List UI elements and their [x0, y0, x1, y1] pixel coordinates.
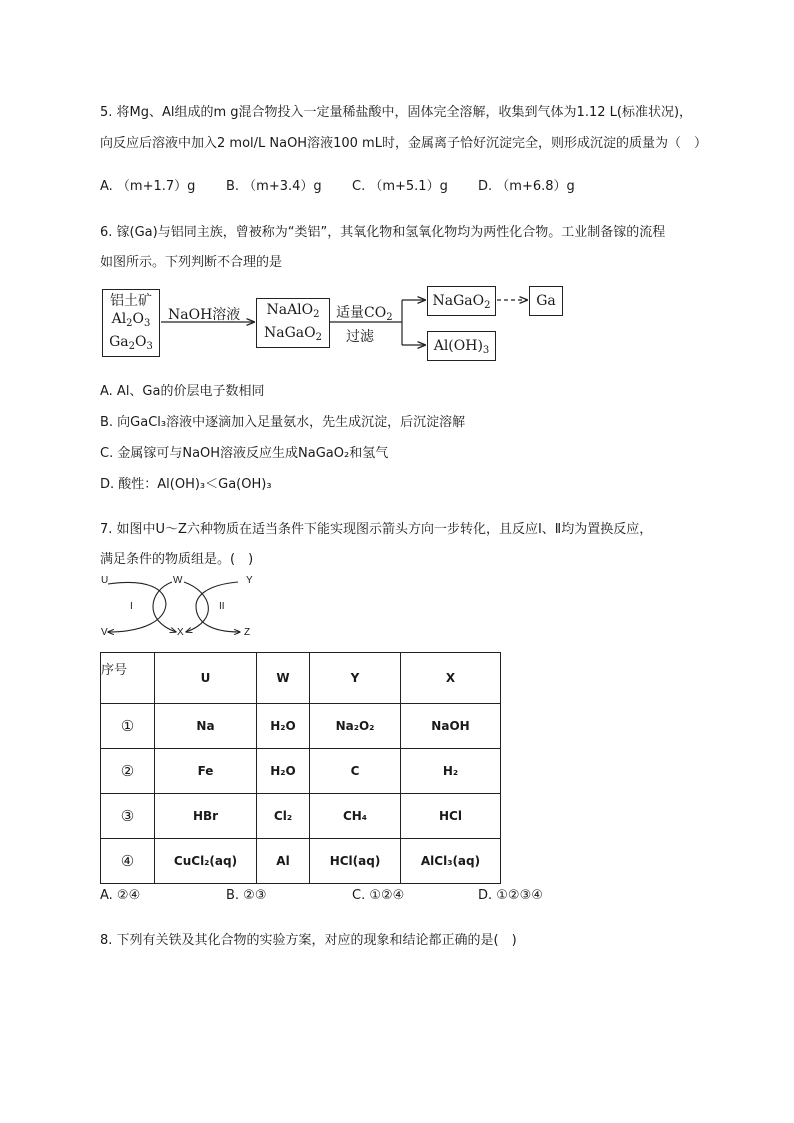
- cell-w: Al: [257, 839, 310, 884]
- cell-y: Na₂O₂: [310, 704, 401, 749]
- cell-y: C: [310, 749, 401, 794]
- product-nagao2-box: NaGaO$_2$: [427, 286, 496, 316]
- substance-table: [100, 652, 501, 884]
- cell-u: Fe: [155, 749, 257, 794]
- table-row: [101, 794, 501, 839]
- product-aloh3-box: $Al(OH)_3$: [427, 331, 496, 361]
- q5-option-a: A. （m+1.7）g: [100, 179, 196, 194]
- cell-x: AlCl₃(aq): [401, 839, 501, 884]
- cell-w: H₂O: [257, 704, 310, 749]
- cell-x: NaOH: [401, 704, 501, 749]
- cycle-label-z: Z: [244, 627, 251, 638]
- step2-operation: 过滤: [346, 329, 374, 345]
- ore-component-al2o3: $Al_2O_3$: [111, 311, 151, 329]
- cycle-label-u: U: [101, 575, 109, 586]
- row-index: ①: [101, 704, 155, 749]
- header-u: U: [155, 653, 257, 704]
- q6-option-b: B. 向GaCl₃溶液中逐滴加入足量氨水，先生成沉淀，后沉淀溶解: [100, 415, 466, 430]
- table-row: [101, 839, 501, 884]
- cell-u: CuCl₂(aq): [155, 839, 257, 884]
- intermediate-naalo2: NaAlO$_2$: [266, 302, 320, 320]
- q7-option-b: B. ②③: [226, 888, 267, 903]
- cell-u: Na: [155, 704, 257, 749]
- row-index: ④: [101, 839, 155, 884]
- q6-stem-line1: 6. 镓(Ga)与铝同主族，曾被称为“类铝”，其氧化物和氢氧化物均为两性化合物。工业制备镓的流程: [100, 225, 666, 240]
- row-index: ②: [101, 749, 155, 794]
- q5-option-c: C. （m+5.1）g: [352, 179, 448, 194]
- q7-option-a: A. ②④: [100, 888, 141, 903]
- q7-option-d: D. ①②③④: [478, 888, 543, 903]
- cycle-label-y: Y: [246, 575, 253, 586]
- intermediate-nagao2: NaGaO$_2$: [264, 325, 322, 343]
- q7-stem-line2: 满足条件的物质组是。( ): [100, 552, 254, 567]
- table-row: [101, 704, 501, 749]
- q5-stem-line1: 5. 将Mg、Al组成的m g混合物投入一定量稀盐酸中，固体完全溶解，收集到气体为1.12 L(标准状况)，: [100, 105, 693, 120]
- cycle-label-reaction1: I: [130, 601, 133, 612]
- header-x: X: [401, 653, 501, 704]
- cycle-label-x: X: [177, 627, 184, 638]
- table-header-row: [101, 653, 501, 704]
- q5-option-b: B. （m+3.4）g: [226, 179, 322, 194]
- q7-stem-line1: 7. 如图中U～Z六种物质在适当条件下能实现图示箭头方向一步转化，且反应Ⅰ、Ⅱ均为置换反应，: [100, 522, 653, 537]
- q7-option-c: C. ①②④: [352, 888, 405, 903]
- cell-x: H₂: [401, 749, 501, 794]
- header-index: 序号: [101, 653, 155, 704]
- cell-y: CH₄: [310, 794, 401, 839]
- header-w: W: [257, 653, 310, 704]
- q5-stem-line2: 向反应后溶液中加入2 mol/L NaOH溶液100 mL时，金属离子恰好沉淀完全，则形成沉淀的质量为（ ）: [100, 136, 707, 151]
- cycle-label-reaction2: II: [219, 601, 225, 612]
- step1-reagent: NaOH溶液: [168, 307, 241, 323]
- q6-option-c: C. 金属镓可与NaOH溶液反应生成NaGaO₂和氢气: [100, 446, 389, 461]
- row-index: ③: [101, 794, 155, 839]
- cell-u: HBr: [155, 794, 257, 839]
- q5-option-d: D. （m+6.8）g: [478, 179, 575, 194]
- table-row: [101, 749, 501, 794]
- ore-component-ga2o3: $Ga_2O_3$: [109, 334, 153, 352]
- step2-reagent: 适量$CO_2$: [336, 305, 393, 323]
- q6-option-d: D. 酸性：Al(OH)₃＜Ga(OH)₃: [100, 477, 272, 492]
- cell-w: H₂O: [257, 749, 310, 794]
- cycle-label-w: W: [173, 575, 183, 586]
- cycle-label-v: V: [101, 627, 108, 638]
- final-ga-box: Ga: [529, 286, 563, 316]
- ore-name: 铝土矿: [110, 293, 152, 309]
- q8-stem: 8. 下列有关铁及其化合物的实验方案，对应的现象和结论都正确的是( ): [100, 933, 517, 948]
- header-y: Y: [310, 653, 401, 704]
- q6-option-a: A. Al、Ga的价层电子数相同: [100, 384, 265, 399]
- q6-stem-line2: 如图所示。下列判断不合理的是: [100, 255, 283, 270]
- cell-x: HCl: [401, 794, 501, 839]
- cell-y: HCl(aq): [310, 839, 401, 884]
- cell-w: Cl₂: [257, 794, 310, 839]
